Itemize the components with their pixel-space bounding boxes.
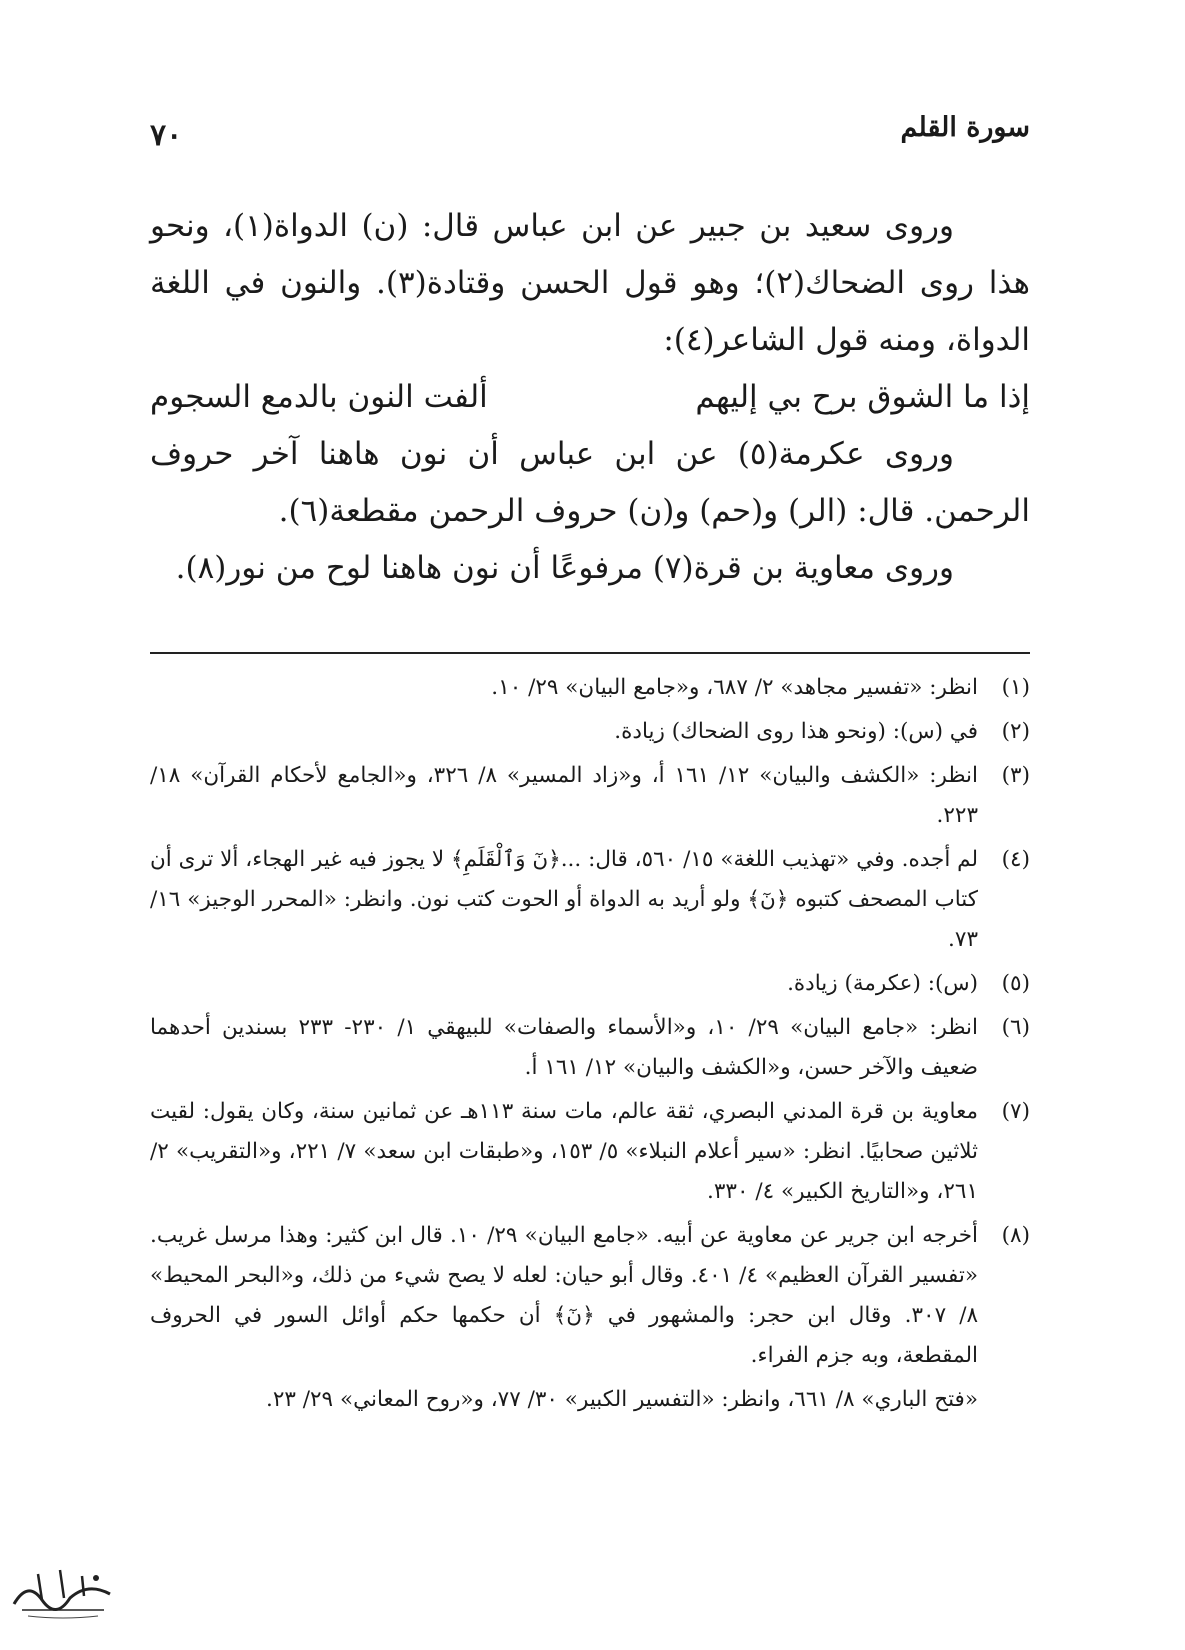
verse-second-hemistich: ألفت النون بالدمع السجوم — [150, 379, 488, 415]
footnote-number: (٢) — [1001, 719, 1030, 744]
footnotes — [150, 668, 1030, 1420]
footnote-number: (٧) — [1001, 1099, 1030, 1124]
page-number: ٧٠ — [150, 118, 183, 153]
footnote — [150, 840, 1030, 960]
footnote-text: انظر: «الكشف والبيان» ١٢/ ١٦١ أ، و«زاد المسير» ٨/ ٣٢٦، و«الجامع لأحكام القرآن» ١٨/ ٢٢٣. — [150, 763, 978, 828]
footnote-text: لم أجده. وفي «تهذيب اللغة» ١٥/ ٥٦٠، قال: ...﴿نٓ وَٱلْقَلَمِ﴾ لا يجوز فيه غير الهجاء، ألا ترى أن كتاب المصحف كتبوه ﴿نٓ﴾ ولو أريد به الدواة أو الحوت كتب نون. وانظر: «المحرر الوجيز» ١٦/ ٧٣. — [150, 847, 979, 952]
footnote-number: (٥) — [1001, 971, 1030, 996]
page-header — [150, 112, 1030, 162]
footnote — [150, 1216, 1030, 1376]
paragraph-2: وروى عكرمة(٥) عن ابن عباس أن نون هاهنا آخر حروف الرحمن. قال: (الر) و(حم) و(ن) حروف الرحمن مقطعة(٦). — [150, 436, 1030, 529]
publisher-logo — [8, 1560, 118, 1622]
footnote-text: (س): (عكرمة) زيادة. — [787, 971, 978, 996]
footnote-text: انظر: «تفسير مجاهد» ٢/ ٦٨٧، و«جامع البيان» ٢٩/ ١٠. — [491, 675, 978, 700]
paragraph-3: وروى معاوية بن قرة(٧) مرفوعًا أن نون هاهنا لوح من نور(٨). — [175, 550, 954, 586]
footnote — [150, 964, 1030, 1004]
footnote-separator — [150, 652, 1030, 654]
verse-first-hemistich: إذا ما الشوق برح بي إليهم — [695, 379, 1030, 415]
main-text — [150, 198, 1030, 597]
footnote-number: (٨) — [1001, 1223, 1030, 1248]
footnote-text: في (س): (ونحو هذا روى الضحاك) زيادة. — [614, 719, 978, 744]
footnote — [150, 756, 1030, 836]
footnote-continuation: «فتح الباري» ٨/ ٦٦١، وانظر: «التفسير الكبير» ٣٠/ ٧٧، و«روح المعاني» ٢٩/ ٢٣. — [265, 1387, 978, 1412]
running-title: سورة القلم — [900, 112, 1030, 143]
footnote-number: (٤) — [1001, 847, 1030, 872]
footnote — [150, 1092, 1030, 1212]
poetry-verse — [150, 369, 1030, 426]
paragraph-1: وروى سعيد بن جبير عن ابن عباس قال: (ن) الدواة(١)، ونحو هذا روى الضحاك(٢)؛ وهو قول الحسن وقتادة(٣). والنون في اللغة الدواة، ومنه قول الشاعر(٤): — [150, 208, 1030, 358]
footnote-text: أخرجه ابن جرير عن معاوية عن أبيه. «جامع البيان» ٢٩/ ١٠. قال ابن كثير: وهذا مرسل غريب. «تفسير القرآن العظيم» ٤/ ٤٠١. وقال أبو حيان: لعله لا يصح شيء من ذلك، و«البحر المحيط» ٨/ ٣٠٧. وقال ابن حجر: والمشهور في ﴿نٓ﴾ أن حكمها حكم أوائل السور في الحروف المقطعة، وبه جزم الفراء. — [150, 1223, 979, 1368]
footnote-text: انظر: «جامع البيان» ٢٩/ ١٠، و«الأسماء والصفات» للبيهقي ١/ ٢٣٠- ٢٣٣ بسندين أحدهما ضعيف والآخر حسن، و«الكشف والبيان» ١٢/ ١٦١ أ. — [150, 1015, 979, 1080]
footnote — [150, 1008, 1030, 1088]
footnote-number: (١) — [1001, 675, 1030, 700]
footnote-number: (٣) — [1001, 763, 1030, 788]
footnote-number: (٦) — [1001, 1015, 1030, 1040]
footnote-text: معاوية بن قرة المدني البصري، ثقة عالم، مات سنة ١١٣هـ عن ثمانين سنة، وكان يقول: لقيت ثلاثين صحابيًا. انظر: «سير أعلام النبلاء» ٥/ ١٥٣، و«طبقات ابن سعد» ٧/ ٢٢١، و«التقريب» ٢/ ٢٦١، و«التاريخ الكبير» ٤/ ٣٣٠. — [150, 1099, 979, 1204]
footnote — [150, 668, 1030, 708]
footnote — [150, 712, 1030, 752]
